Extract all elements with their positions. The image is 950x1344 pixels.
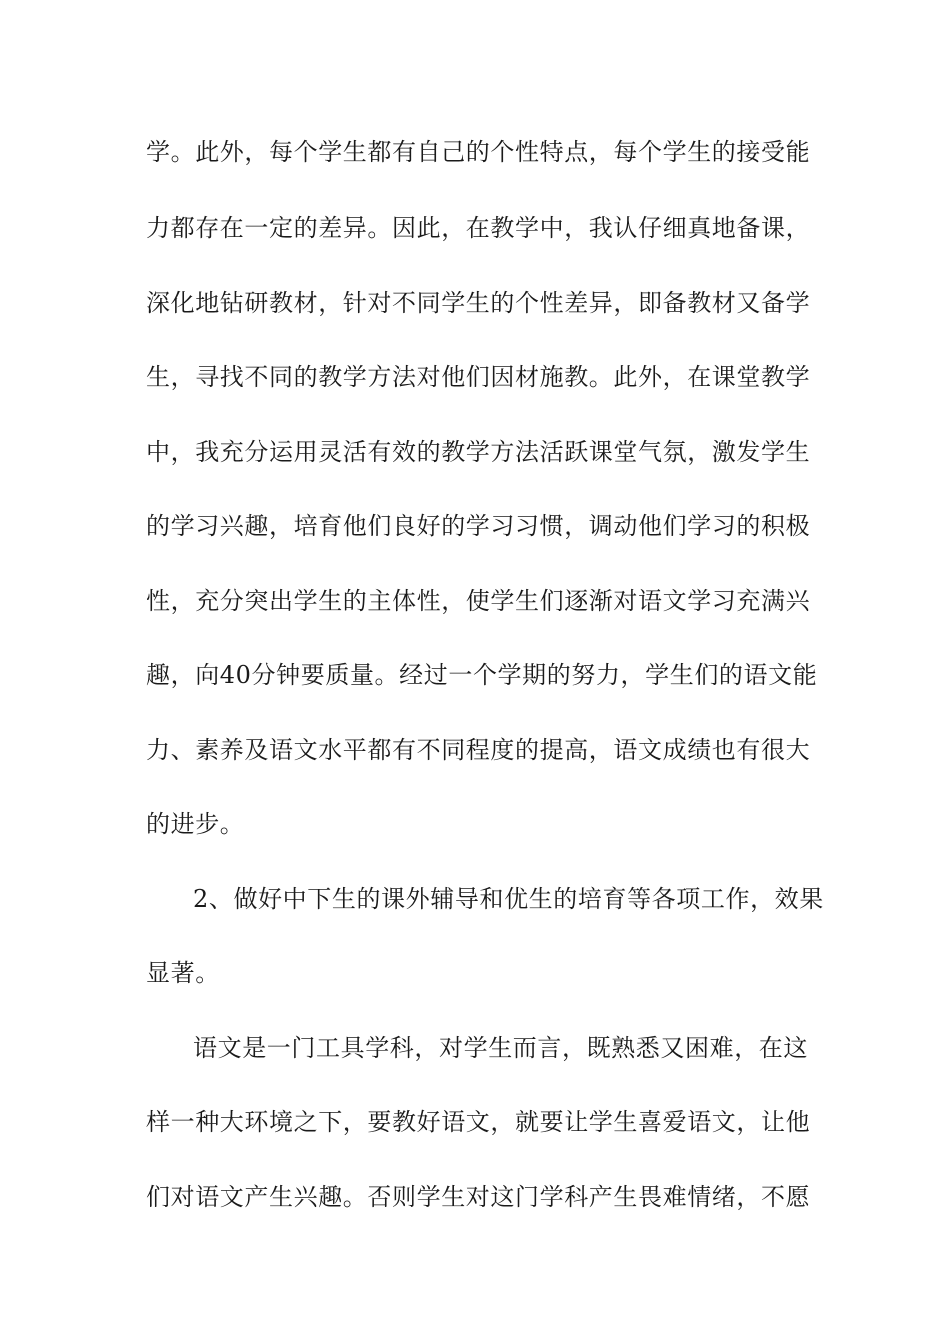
text-line: 的进步。 — [146, 810, 245, 838]
text-line: 中，我充分运用灵活有效的教学方法活跃课堂气氛，激发学生 — [146, 438, 811, 466]
text-line: 学。此外，每个学生都有自己的个性特点，每个学生的接受能 — [146, 138, 811, 166]
text-line: 生，寻找不同的教学方法对他们因材施教。此外，在课堂教学 — [146, 363, 811, 391]
text-line: 样一种大环境之下，要教好语文，就要让学生喜爱语文，让他 — [146, 1108, 811, 1136]
text-line: 力都存在一定的差异。因此，在教学中，我认仔细真地备课， — [146, 214, 811, 242]
text-line: 性，充分突出学生的主体性，使学生们逐渐对语文学习充满兴 — [146, 587, 811, 615]
text-line: 语文是一门工具学科，对学生而言，既熟悉又困难，在这 — [193, 1034, 808, 1062]
text-line: 的学习兴趣，培育他们良好的学习习惯，调动他们学习的积极 — [146, 512, 811, 540]
section-heading-line: 显著。 — [146, 959, 220, 987]
text-line: 们对语文产生兴趣。否则学生对这门学科产生畏难情绪，不愿 — [146, 1183, 811, 1211]
section-heading-line: 2、做好中下生的课外辅导和优生的培育等各项工作，效果 — [193, 885, 824, 913]
text-line: 趣，向40分钟要质量。经过一个学期的努力，学生们的语文能 — [146, 661, 818, 689]
text-line: 深化地钻研教材，针对不同学生的个性差异，即备教材又备学 — [146, 289, 811, 317]
text-line: 力、素养及语文水平都有不同程度的提高，语文成绩也有很大 — [146, 736, 811, 764]
